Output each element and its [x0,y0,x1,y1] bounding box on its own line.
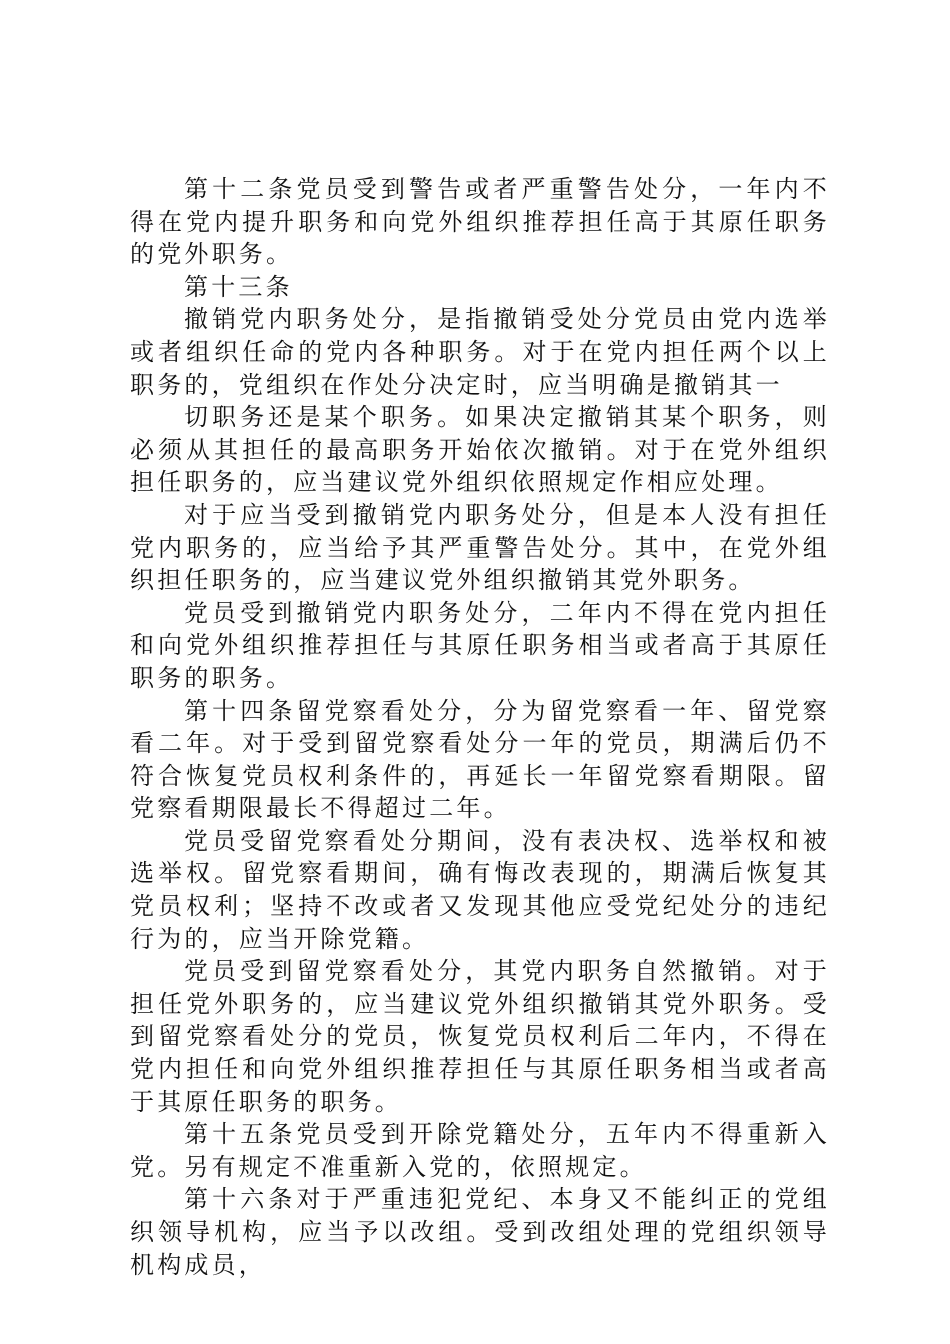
paragraph-probation-rights: 党员受留党察看处分期间，没有表决权、选举权和被选举权。留党察看期间，确有悔改表现的，期满后恢复其党员权利；坚持不改或者又发现其他应受党纪处分的违纪行为的，应当开除党籍。 [130,826,830,953]
paragraph-no-post-held: 对于应当受到撤销党内职务处分，但是本人没有担任党内职务的，应当给予其严重警告处分。其中，在党外组织担任职务的，应当建议党外组织撤销其党外职务。 [130,500,830,595]
document-body [130,173,830,1281]
paragraph-article-13-heading: 第十三条 [184,272,293,301]
paragraph-probation-posts: 党员受到留党察看处分，其党内职务自然撤销。对于担任党外职务的，应当建议党外组织撤销其党外职务。受到留党察看处分的党员，恢复党员权利后二年内，不得在党内担任和向党外组织推荐担任与其原任职务相当或者高于其原任职务的职务。 [130,957,830,1116]
paragraph-article-12: 第十二条党员受到警告或者严重警告处分，一年内不得在党内提升职务和向党外组织推荐担任高于其原任职务的党外职务。 [130,175,830,269]
paragraph-article-14: 第十四条留党察看处分，分为留党察看一年、留党察看二年。对于受到留党察看处分一年的党员，期满后仍不符合恢复党员权利条件的，再延长一年留党察看期限。留党察看期限最长不得超过二年。 [130,696,830,823]
paragraph-revocation-definition: 撤销党内职务处分，是指撤销受处分党员由党内选举或者组织任命的党内各种职务。对于在党内担任两个以上职务的，党组织在作处分决定时，应当明确是撤销其一 [130,305,830,399]
paragraph-article-15: 第十五条党员受到开除党籍处分，五年内不得重新入党。另有规定不准重新入党的，依照规定。 [130,1120,830,1181]
paragraph-article-16: 第十六条对于严重违犯党纪、本身又不能纠正的党组织领导机构，应当予以改组。受到改组处理的党组织领导机构成员， [130,1185,830,1279]
paragraph-two-year-restriction: 党员受到撤销党内职务处分，二年内不得在党内担任和向党外组织推荐担任与其原任职务相当或者高于其原任职务的职务。 [130,598,830,692]
paragraph-revocation-order: 切职务还是某个职务。如果决定撤销其某个职务，则必须从其担任的最高职务开始依次撤销。对于在党外组织担任职务的，应当建议党外组织依照规定作相应处理。 [130,403,830,497]
